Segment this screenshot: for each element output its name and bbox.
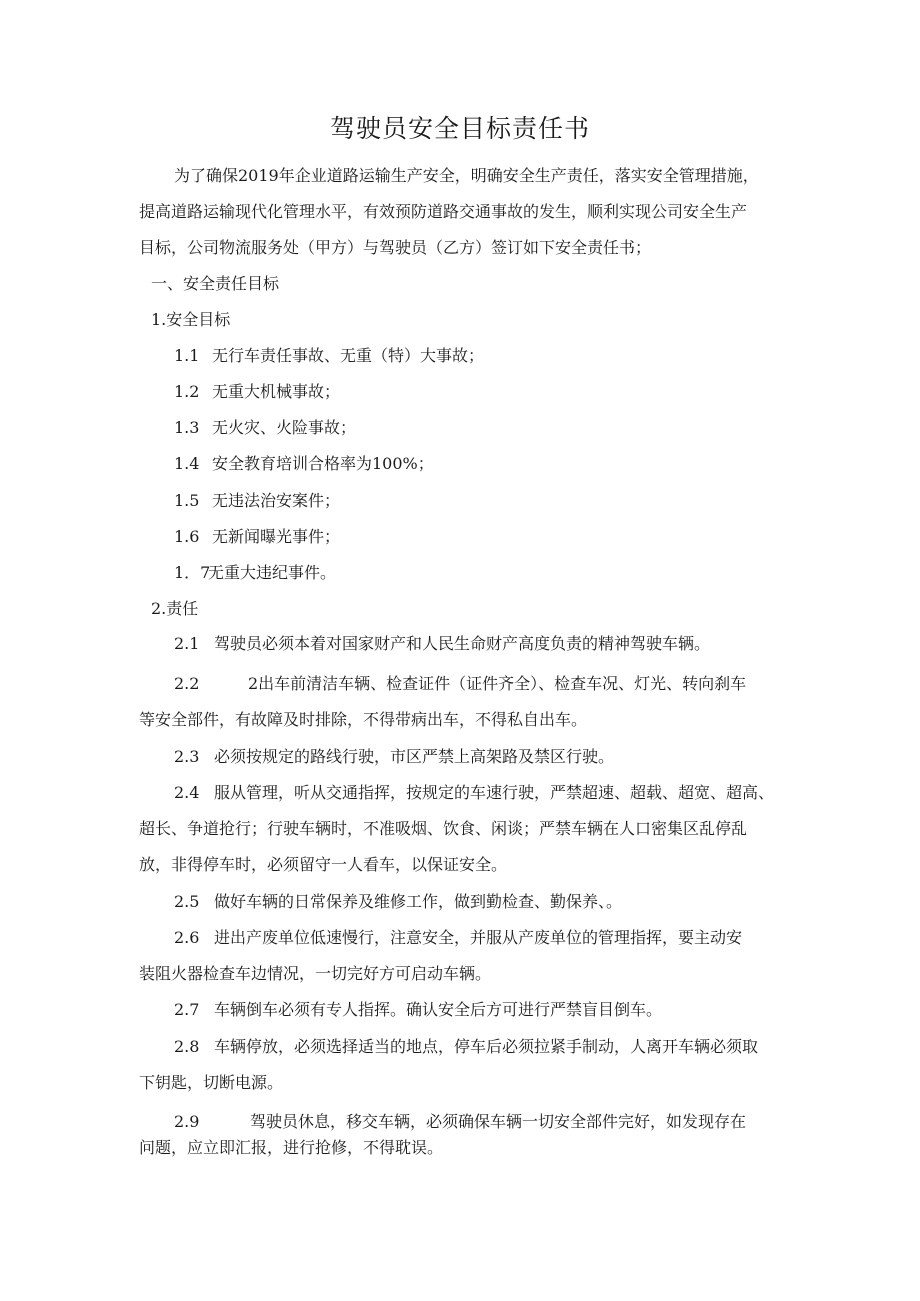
document-title: 驾驶员安全目标责任书 xyxy=(329,114,590,143)
duty-number: 2.3 xyxy=(174,747,200,766)
duty-text: 必须按规定的路线行驶，市区严禁上高架路及禁区行驶。 xyxy=(214,747,615,766)
goal-item xyxy=(174,380,340,404)
goal-number: 1.3 xyxy=(174,418,200,437)
goal-number: 1．7 xyxy=(174,563,211,582)
duty-text: 车辆停放，必须选择适当的地点，停车后必须拉紧手制动，人离开车辆必须取 xyxy=(214,1037,759,1056)
goal-text: 无违法治安案件； xyxy=(212,491,341,510)
duty-text: 等安全部件，有故障及时排除，不得带病出车，不得私自出车。 xyxy=(139,710,588,729)
duty-text: 服从管理，听从交通指挥，按规定的车速行驶，严禁超速、超载、超宽、超高、 xyxy=(214,783,775,802)
duty-text: 驾驶员休息，移交车辆，必须确保车辆一切安全部件完好，如发现存在 xyxy=(250,1112,747,1131)
duty-item xyxy=(174,781,774,805)
duty-item xyxy=(174,672,746,696)
goal-item xyxy=(174,561,336,585)
duty-number: 2.8 xyxy=(174,1037,200,1056)
goal-item xyxy=(174,452,434,476)
intro-line: 为了确保2019年企业道路运输生产安全，明确安全生产责任，落实安全管理措施， xyxy=(174,166,759,185)
goal-text: 无重大违纪事件。 xyxy=(208,563,337,582)
duty-text: 驾驶员必须本着对国家财产和人民生命财产高度负责的精神驾驶车辆。 xyxy=(214,634,711,653)
subsection-heading: 2.责任 xyxy=(151,599,199,618)
goal-text: 无新闻曝光事件； xyxy=(212,527,341,546)
goal-number: 1.1 xyxy=(174,346,200,365)
goal-item xyxy=(174,344,484,368)
subsection-heading: 1.安全目标 xyxy=(151,310,231,329)
duty-item xyxy=(174,745,614,769)
duty-item xyxy=(174,632,710,656)
duty-text: 做好车辆的日常保养及维修工作，做到勤检查、勤保养、。 xyxy=(214,892,623,911)
duty-item xyxy=(174,1110,746,1134)
duty-item xyxy=(174,926,742,950)
duty-text: 问题，应立即汇报，进行抢修，不得耽误。 xyxy=(139,1138,444,1157)
duty-item xyxy=(174,890,622,914)
duty-text: 进出产废单位低速慢行，注意安全，并服从产废单位的管理指挥，要主动安 xyxy=(214,928,743,947)
duty-number: 2.5 xyxy=(174,892,200,911)
duty-text: 2出车前清洁车辆、检查证件（证件齐全）、检查车况、灯光、转向刹车 xyxy=(248,674,747,693)
duty-text: 装阻火器检查车边情况，一切完好方可启动车辆。 xyxy=(139,964,492,983)
goal-number: 1.6 xyxy=(174,527,200,546)
duty-number: 2.1 xyxy=(174,634,200,653)
goal-item xyxy=(174,416,356,440)
goal-text: 无重大机械事故； xyxy=(212,382,341,401)
goal-number: 1.5 xyxy=(174,491,200,510)
duty-number: 2.7 xyxy=(174,1000,200,1019)
duty-number: 2.6 xyxy=(174,928,200,947)
intro-line: 提高道路运输现代化管理水平，有效预防道路交通事故的发生，顺利实现公司安全生产 xyxy=(139,202,748,221)
duty-item xyxy=(174,1035,758,1059)
duty-number: 2.4 xyxy=(174,783,200,802)
goal-text: 安全教育培训合格率为100%； xyxy=(212,454,434,473)
duty-text: 放，非得停车时，必须留守一人看车，以保证安全。 xyxy=(139,855,508,874)
goal-number: 1.2 xyxy=(174,382,200,401)
intro-line: 目标，公司物流服务处（甲方）与驾驶员（乙方）签订如下安全责任书； xyxy=(139,238,652,257)
duty-text: 下钥匙，切断电源。 xyxy=(139,1073,284,1092)
goal-item xyxy=(174,489,340,513)
section-heading: 一、安全责任目标 xyxy=(151,274,280,293)
goal-text: 无火灾、火险事故； xyxy=(212,418,357,437)
duty-text: 超长、争道抢行；行驶车辆时，不准吸烟、饮食、闲谈；严禁车辆在人口密集区乱停乱 xyxy=(139,819,748,838)
duty-number: 2.9 xyxy=(174,1112,200,1131)
goal-number: 1.4 xyxy=(174,454,200,473)
duty-text: 车辆倒车必须有专人指挥。确认安全后方可进行严禁盲目倒车。 xyxy=(214,1000,663,1019)
duty-number: 2.2 xyxy=(174,674,200,693)
goal-text: 无行车责任事故、无重（特）大事故； xyxy=(212,346,485,365)
goal-item xyxy=(174,525,340,549)
duty-item xyxy=(174,998,662,1022)
